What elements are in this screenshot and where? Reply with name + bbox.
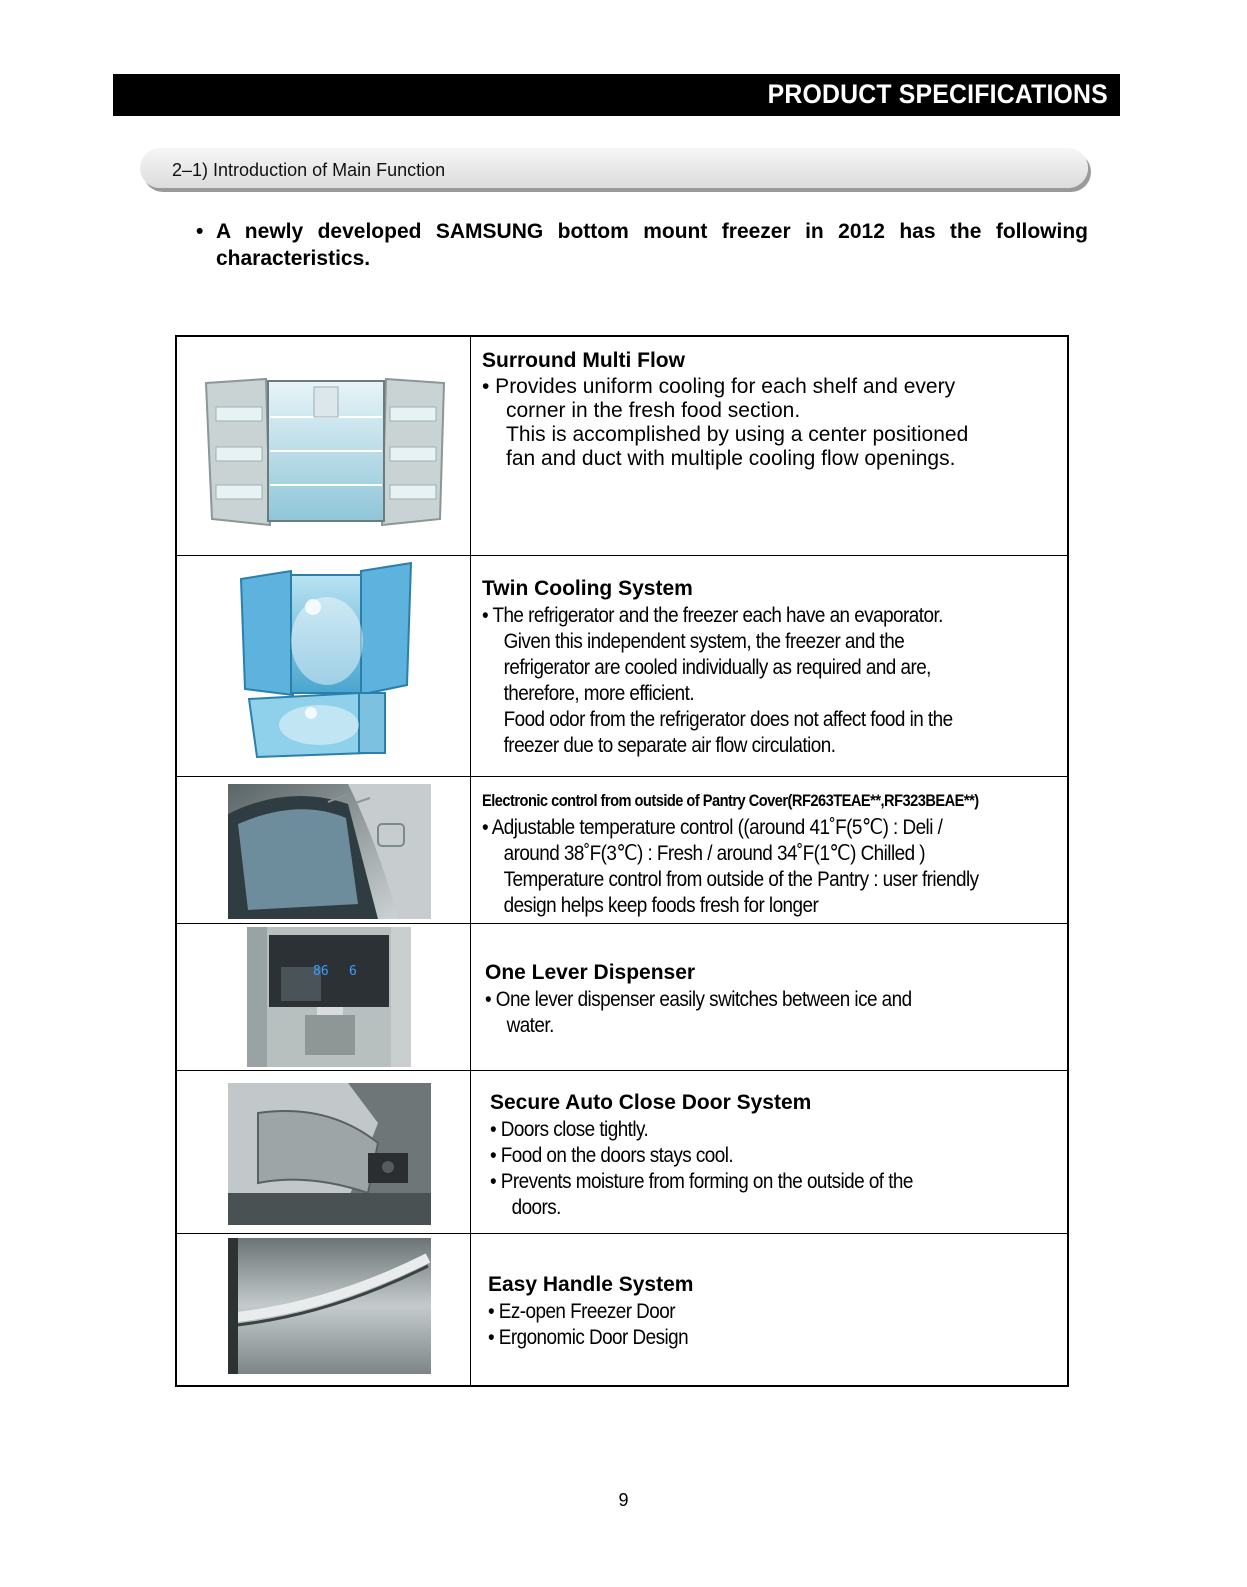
twin-cooling-image [239,561,415,761]
feature-line: fan and duct with multiple cooling flow openings. [506,447,956,470]
feature-line: design helps keep foods fresh for longer [503,894,819,917]
feature-line: Given this independent system, the freezer and the [503,630,905,653]
row-divider [177,1070,1067,1071]
feature-line: around 38˚F(3℃) : Fresh / around 34˚F(1℃) Chilled ) [503,842,926,865]
feature-line: Food odor from the refrigerator does not affect food in the [503,708,953,731]
feature-line: doors. [511,1196,561,1219]
row-divider [177,923,1067,924]
row-divider [177,555,1067,556]
feature-title: Secure Auto Close Door System [490,1091,812,1114]
feature-twin-cooling-system [482,577,1062,759]
easy-handle-image [228,1238,431,1374]
feature-easy-handle-system [488,1273,1068,1351]
feature-line: • Prevents moisture from forming on the outside of the [490,1170,913,1193]
feature-line: • Doors close tightly. [490,1118,649,1141]
intro-paragraph [196,218,1088,272]
intro-text: A newly developed SAMSUNG bottom mount freezer in 2012 has the following characteristics. [216,220,1088,270]
feature-surround-multi-flow [482,349,1062,471]
auto-close-door-image [228,1083,431,1225]
surround-multi-flow-image [204,377,448,527]
feature-title: Twin Cooling System [482,577,693,600]
row-divider [177,776,1067,777]
feature-title: Surround Multi Flow [482,349,685,372]
feature-title: One Lever Dispenser [485,961,696,984]
dispenser-display-right: 6 [349,964,357,979]
dispenser-image [247,927,411,1067]
dispenser-display-left: 86 [313,964,329,979]
feature-line: • Ergonomic Door Design [488,1326,689,1349]
page-title: PRODUCT SPECIFICATIONS [767,79,1108,109]
header-bar [113,74,1120,116]
column-divider [470,337,471,1385]
feature-pantry-control [482,789,1062,919]
feature-table [175,335,1069,1387]
pantry-control-image [228,784,431,919]
feature-line: freezer due to separate air flow circulation. [503,734,836,757]
feature-one-lever-dispenser [485,961,1065,1039]
row-divider [177,1233,1067,1234]
feature-line: This is accomplished by using a center positioned [506,423,969,446]
intro-bullet: • [196,220,204,243]
section-label: 2–1) Introduction of Main Function [172,160,446,180]
feature-title: Electronic control from outside of Pantry Cover(RF263TEAE**,RF323BEAE**) [482,791,979,810]
page-number: 9 [618,1490,629,1510]
feature-line: • The refrigerator and the freezer each have an evaporator. [482,604,943,627]
feature-line: water. [506,1014,554,1037]
feature-line: therefore, more efficient. [503,682,695,705]
section-heading [140,148,1088,188]
feature-line: corner in the fresh food section. [506,399,801,422]
feature-line: refrigerator are cooled individually as required and are, [503,656,931,679]
feature-line: • Food on the doors stays cool. [490,1144,734,1167]
feature-secure-auto-close [490,1091,1070,1221]
feature-line: • Provides uniform cooling for each shelf and every [482,375,956,398]
feature-line: • One lever dispenser easily switches between ice and [485,988,912,1011]
feature-line: Temperature control from outside of the Pantry : user friendly [503,868,979,891]
feature-line: • Ez-open Freezer Door [488,1300,675,1323]
feature-line: • Adjustable temperature control ((around 41˚F(5℃) : Deli / [482,816,943,839]
feature-title: Easy Handle System [488,1273,694,1296]
